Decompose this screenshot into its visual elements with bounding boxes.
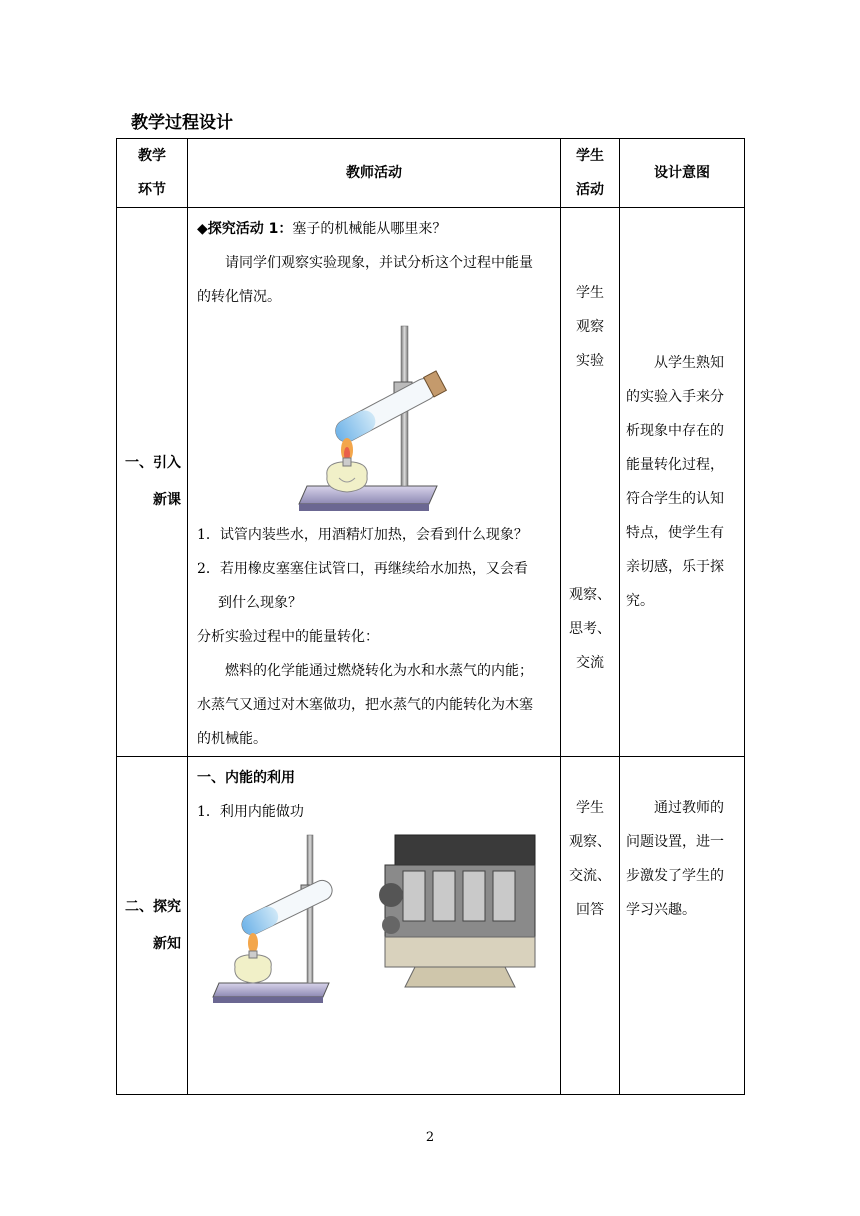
experiment-illustration [297, 318, 497, 518]
intro-text: 请同学们观察实验现象，并试分析这个过程中能量 [225, 255, 533, 271]
analysis-text-end: 的机械能。 [197, 731, 267, 747]
teacher-activity-cell [188, 208, 561, 757]
table-row [117, 757, 745, 1095]
header-student: 学生 活动 [561, 139, 620, 208]
header-intent: 设计意图 [620, 139, 745, 208]
intro-text-cont: 的转化情况。 [197, 289, 281, 305]
section-heading: 教学过程设计 [131, 113, 233, 133]
question-2: 2．若用橡皮塞塞住试管口，再继续给水加热，又会看 [197, 561, 528, 577]
page-number: 2 [425, 1130, 435, 1145]
section-title: 一、内能的利用 [197, 770, 295, 786]
stage-cell-intro: 一、引入 新课 [117, 208, 188, 757]
design-intent-cell: 从学生熟知 的实验入手来分 析现象中存在的 能量转化过程， 符合学生的认知 特点，使学生有 亲切感，乐于探 究。 [620, 208, 745, 757]
lesson-table [116, 138, 745, 1095]
header-stage: 教学 环节 [117, 139, 188, 208]
activity-question: 塞子的机械能从哪里来？ [292, 221, 447, 237]
student-activity-cell: 学生 观察 实验 观察、 思考、 交流 [561, 208, 620, 757]
question-1: 1．试管内装些水，用酒精灯加热，会看到什么现象？ [197, 527, 528, 543]
experiment-illustration-small [211, 831, 351, 1011]
analysis-title: 分析实验过程中的能量转化： [197, 629, 379, 645]
activity-title: ◆探究活动 1： [197, 221, 293, 237]
question-2-cont: 到什么现象？ [218, 595, 302, 611]
design-intent-cell: 通过教师的 问题设置，进一 步激发了学生的 学习兴趣。 [620, 757, 745, 1095]
teacher-activity-cell [188, 757, 561, 1095]
header-teacher: 教师活动 [188, 139, 561, 208]
stage-cell-explore: 二、探究 新知 [117, 757, 188, 1095]
analysis-text: 燃料的化学能通过燃烧转化为水和水蒸气的内能； [225, 663, 533, 679]
analysis-text-cont: 水蒸气又通过对木塞做功，把水蒸气的内能转化为木塞 [197, 697, 533, 713]
table-header-row [117, 139, 745, 208]
engine-illustration [375, 825, 545, 995]
table-row [117, 208, 745, 757]
item-1: 1．利用内能做功 [197, 804, 304, 820]
student-activity-cell: 学生 观察、 交流、 回答 [561, 757, 620, 1095]
